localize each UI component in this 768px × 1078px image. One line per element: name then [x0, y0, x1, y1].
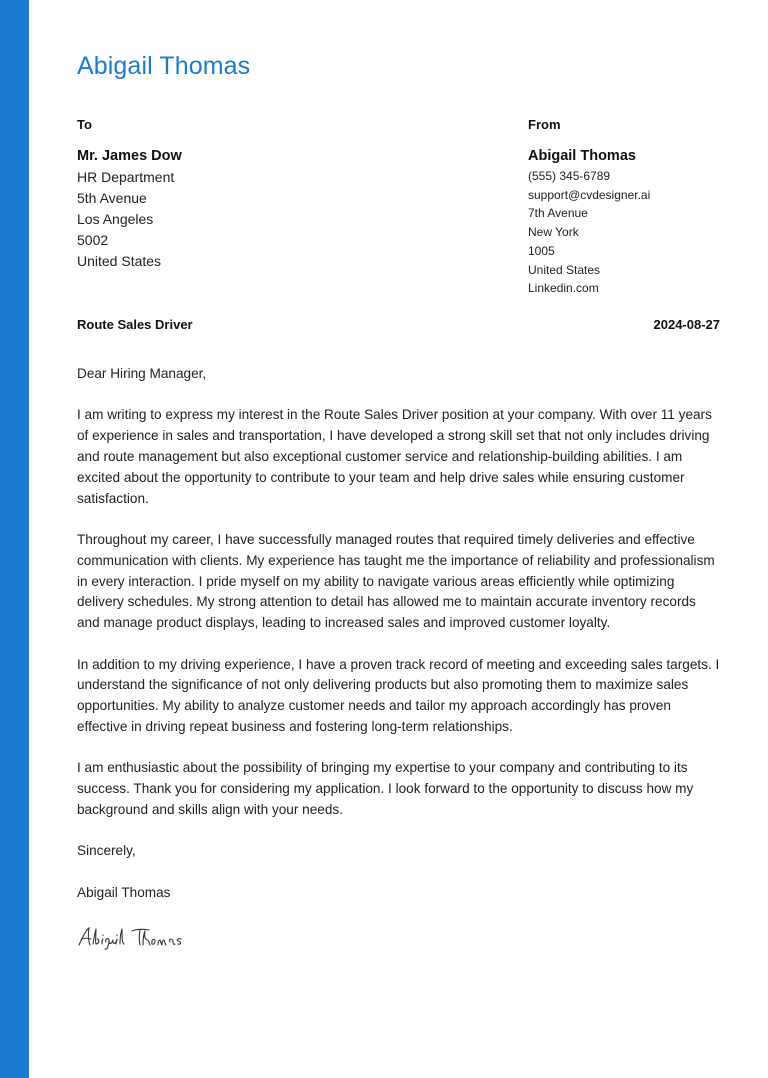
closing-phrase: Sincerely, [77, 843, 136, 859]
sender-label: From [528, 117, 561, 132]
sender-email: support@cvdesigner.ai [528, 187, 651, 202]
recipient-street: 5th Avenue [77, 190, 147, 206]
sender-block [528, 117, 748, 298]
accent-sidebar [0, 0, 29, 1078]
body-paragraph-1: I am writing to express my interest in the Route Sales Driver position at your company. With over 11 years of experience in sales and transportation, I have developed a strong skill set that not only includes driving and route management but also exceptional customer service and relationship-building abilities. I am excited about the opportunity to contribute to your team and help drive sales while ensuring customer satisfaction. [77, 407, 712, 506]
signoff-name: Abigail Thomas [77, 884, 171, 900]
body-paragraph-2: Throughout my career, I have successfully managed routes that required timely deliveries and effective communication with clients. My experience has taught me the importance of reliability and professionalism in every interaction. I pride myself on my ability to navigate various areas efficiently while optimizing delivery schedules. My strong attention to detail has allowed me to maintain accurate inventory records and manage product displays, leading to increased sales and improved customer loyalty. [77, 531, 715, 631]
recipient-label: To [77, 117, 92, 132]
sender-name: Abigail Thomas [528, 148, 636, 164]
body-paragraph-4: I am enthusiastic about the possibility of bringing my expertise to your company and contributing to its success. Thank you for considering my application. I look forward to the opportunity to discuss how my background and skills align with your needs. [77, 760, 694, 817]
recipient-name: Mr. James Dow [77, 148, 182, 164]
recipient-country: United States [77, 253, 162, 269]
sender-phone: (555) 345-6789 [528, 169, 611, 183]
job-title: Route Sales Driver [77, 317, 193, 332]
sender-street: 7th Avenue [528, 206, 588, 221]
sender-city: New York [528, 225, 579, 240]
letter-body [77, 364, 722, 950]
recipient-zip: 5002 [77, 232, 109, 248]
handwritten-signature [77, 924, 197, 950]
sender-zip: 1005 [528, 243, 555, 258]
recipient-department: HR Department [77, 169, 175, 185]
recipient-city: Los Angeles [77, 211, 154, 227]
letter-date: 2024-08-27 [653, 317, 720, 332]
subject-row [77, 317, 720, 332]
recipient-block [77, 117, 377, 272]
sender-linkedin: Linkedin.com [528, 281, 599, 296]
body-paragraph-3: In addition to my driving experience, I have a proven track record of meeting and exceeding sales targets. I understand the significance of not only delivering products but also promoting them to maximize sales opportunities. My ability to analyze customer needs and tailor my approach accordingly has proven effective in driving repeat business and fostering long-term relationships. [77, 656, 720, 734]
applicant-name-heading: Abigail Thomas [77, 52, 251, 80]
salutation: Dear Hiring Manager, [77, 366, 207, 381]
sender-country: United States [528, 262, 601, 277]
